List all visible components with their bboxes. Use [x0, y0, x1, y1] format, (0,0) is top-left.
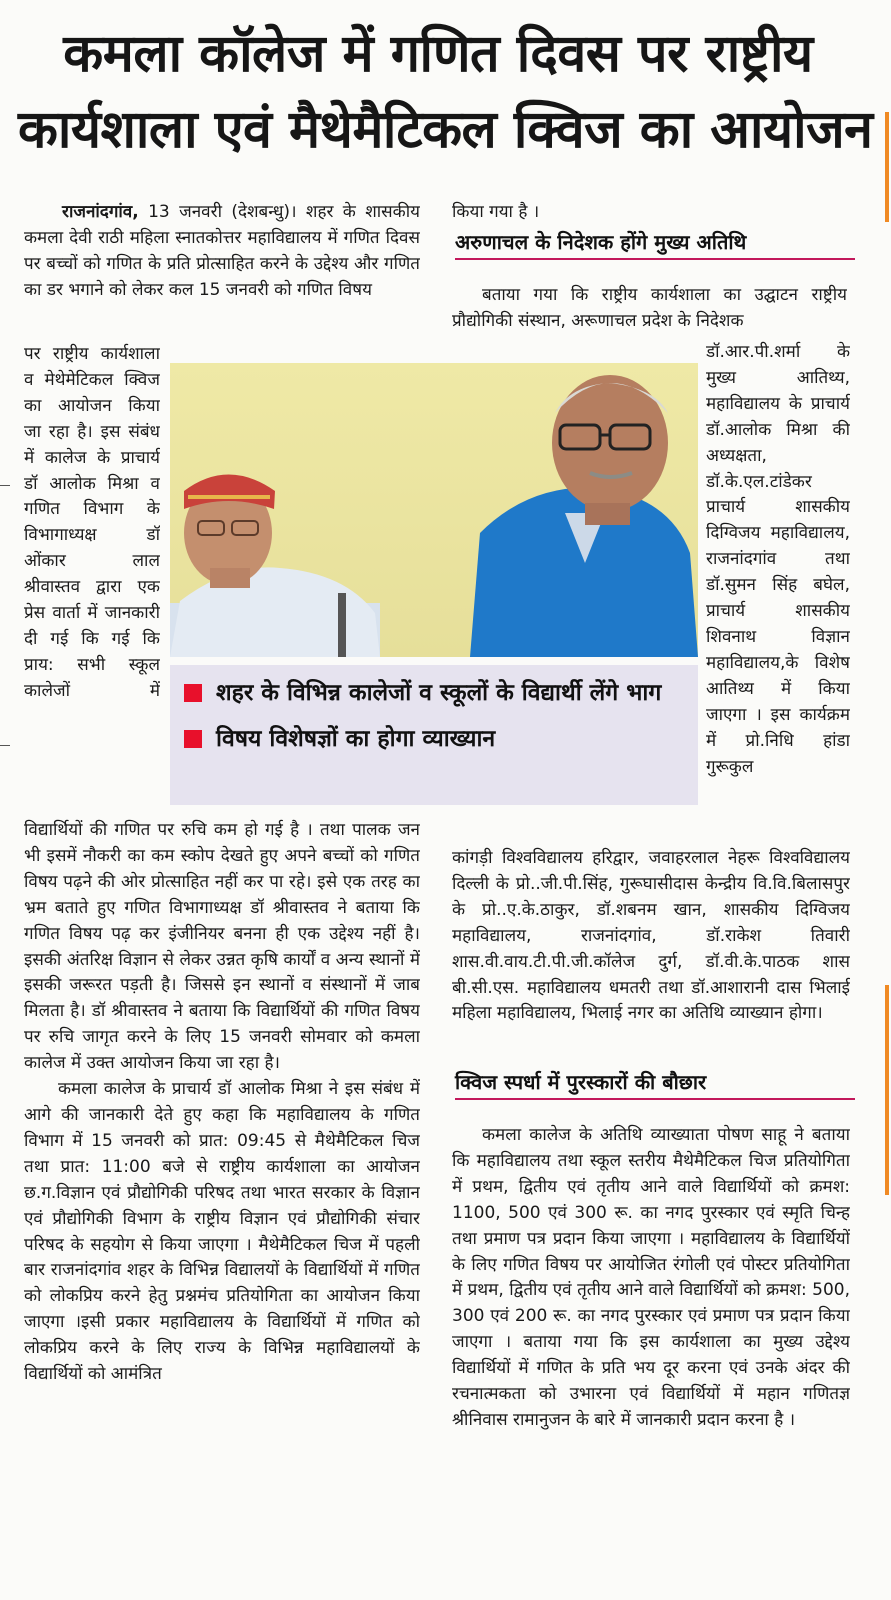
right-wide-paragraph	[452, 846, 850, 1066]
lead-paragraph	[24, 200, 420, 350]
left-narrow-column	[24, 342, 160, 820]
right-narrow-column	[706, 340, 850, 846]
headline-line-1: कमला कॉलेज में गणित दिवस पर राष्ट्रीय	[63, 24, 813, 84]
right-top-text: किया गया है ।	[452, 202, 540, 222]
right-intro	[452, 283, 847, 337]
edge-mark-bottom	[885, 985, 889, 1195]
bullet-square-icon	[184, 730, 202, 748]
callout-text-2: विषय विशेषज्ञों का होगा व्याख्यान	[216, 726, 496, 752]
right-intro-text: बताया गया कि राष्ट्रीय कार्यशाला का उद्घाटन राष्ट्रीय प्रौद्योगिकी संस्थान, अरूणाचल प्रदेश के निदेशक	[452, 285, 847, 331]
left-paragraph-1: विद्यार्थियों की गणित पर रुचि कम हो गई है । तथा पालक जन भी इसमें नौकरी का कम स्कोप देखते हुए अपने बच्चों को गणित विषय पढ़ने की ओर प्रोत्साहित नहीं कर पा रहे। इसे एक तरह का भ्रम बताते हुए गणित विभागाध्यक्ष डॉ श्रीवास्तव ने बताया कि गणित विषय पढ़ कर इंजीनियर बनना ही एक उद्देश्य नहीं है। इसकी अंतरिक्ष विज्ञान से लेकर उन्नत कृषि कार्यों व अन्य स्थानों में इसकी जरूरत पड़ती है। जिससे इन स्थानों व संस्थानों में जाब मिलता है। डॉ श्रीवास्तव ने बताया कि विद्यार्थियों की गणित विषय पर रुचि जागृत करने के लिए 15 जनवरी सोमवार को कमला कालेज में उक्त आयोजन किया जा रहा है।	[24, 820, 420, 1074]
left-narrow-text: पर राष्ट्रीय कार्यशाला व मेथेमेटिकल क्विज का आयोजन किया जा रहा है। इस संबंध में कालेज के प्राचार्य डॉ आलोक मिश्रा व गणित विभाग के विभागाध्यक्ष डॉ ओंकार लाल श्रीवास्तव द्वारा एक प्रेस वार्ता में जानकारी दी गई कि गई कि प्राय: सभी स्कूल कालेजों में	[24, 344, 160, 701]
bullet-square-icon	[184, 684, 202, 702]
right-body-2-text: कमला कालेज के अतिथि व्याख्याता पोषण साहू ने बताया कि महाविद्यालय तथा स्कूल स्तरीय मैथेमैटिकल चिज प्रतियोगिता में प्रथम, द्वितीय एवं तृतीय आने वाले विद्यार्थियों को क्रमश: 1100, 500 एवं 300 रू. का नगद पुरस्कार एवं स्मृति चिन्ह तथा प्रमाण पत्र प्रदान किया जाएगा । महाविद्यालय के विद्यार्थियों के लिए गणित विषय पर आयोजित रंगोली एवं पोस्टर प्रतियोगिता में प्रथम, द्वितीय एवं तृतीय आने वाले विद्यार्थियों को क्रमश: 500, 300 एवं 200 रू. का नगद पुरस्कार एवं प्रमाण पत्र प्रदान किया जाएगा । बताया गया कि इस कार्यशाला का मुख्य उद्देश्य विद्यार्थियों में गणित के प्रति भय दूर करना एवं उनके अंदर की रचनात्मकता को उभारना एवं विद्यार्थियों में महान गणितज्ञ श्रीनिवास रामानुजन के बारे में जानकारी प्रदान करना है ।	[452, 1125, 850, 1430]
headline-line-2: कार्यशाला एवं मैथेमैटिकल क्विज का आयोजन	[18, 100, 873, 160]
right-body-2	[452, 1123, 850, 1593]
subhead-chief-guest	[455, 228, 855, 260]
right-narrow-text: डॉ.आर.पी.शर्मा के मुख्य आतिथ्य, महाविद्यालय के प्राचार्य डॉ.आलोक मिश्रा की अध्यक्षता, डॉ.के.एल.टांडेकर प्राचार्य शासकीय दिग्विजय महाविद्यालय, राजनांदगांव तथा डॉ.सुमन सिंह बघेल, प्राचार्य शासकीय शिवनाथ विज्ञान महाविद्यालय,के विशेष आतिथ्य में किया जाएगा । इस कार्यक्रम में प्रो.निधि हांडा गुरूकुल	[706, 342, 850, 777]
news-photo	[170, 363, 698, 657]
dateline-text: 13 जनवरी (देशबन्धु)। शहर के शासकीय कमला देवी राठी महिला स्नातकोत्तर महाविद्यालय में गणित दिवस पर बच्चों को गणित के प्रति प्रोत्साहित करने के उद्देश्य और गणित का डर भगाने को लेकर कल 15 जनवरी को गणित विषय	[24, 202, 420, 300]
edge-mark-top	[885, 112, 889, 222]
margin-tick-2	[0, 745, 10, 746]
right-top-line	[452, 200, 852, 226]
callout-item-1	[184, 675, 684, 711]
callout-item-2	[184, 721, 684, 757]
callout-text-1: शहर के विभिन्न कालेजों व स्कूलों के विद्यार्थी लेंगे भाग	[216, 680, 662, 706]
headline	[18, 16, 873, 168]
margin-tick-1	[0, 485, 10, 486]
left-body	[24, 818, 420, 1593]
left-paragraph-2: कमला कालेज के प्राचार्य डॉ आलोक मिश्रा ने इस संबंध में आगे की जानकारी देते हुए कहा कि महाविद्यालय के गणित विभाग में 15 जनवरी को प्रात: 09:45 से मैथेमैटिकल चिज तथा प्रात: 11:00 बजे से राष्ट्रीय कार्यशाला का आयोजन छ.ग.विज्ञान एवं प्रौद्योगिकी परिषद तथा भारत सरकार के विज्ञान एवं प्रौद्योगिकी विभाग के राष्ट्रीय विज्ञान एवं प्रौद्योगिकी संचार परिषद के सहयोग से किया जाएगा । मैथेमैटिकल चिज में पहली बार राजनांदगांव शहर के विभिन्न विद्यालयों के विद्यार्थियों में गणित को लोकप्रिय करने हेतु प्रश्नमंच प्रतियोगिता का आयोजन किया जाएगा ।इसी प्रकार महाविद्यालय के विद्यार्थियों में गणित को लोकप्रिय करने के लिए राज्य के विभिन्न महाविद्यालयों के विद्यार्थियों को आमंत्रित	[24, 1079, 420, 1385]
subhead-chief-guest-text: अरुणाचल के निदेशक होंगे मुख्य अतिथि	[455, 230, 747, 254]
photo-illustration	[170, 363, 698, 657]
subhead-prizes	[455, 1068, 855, 1100]
right-wide-text: कांगड़ी विश्वविद्यालय हरिद्वार, जवाहरलाल नेहरू विश्वविद्यालय दिल्ली के प्रो..जी.पी.सिंह, गुरूघासीदास केन्द्रीय वि.वि.बिलासपुर के प्रो..ए.के.ठाकुर, डॉ.शबनम खान, शासकीय दिग्विजय महाविद्यालय, राजनांदगांव, डॉ.राकेश तिवारी शास.वी.वाय.टी.पी.जी.कॉलेज दुर्ग, डॉ.वी.के.पाठक शास बी.सी.एस. महाविद्यालय धमतरी तथा डॉ.आशारानी दास भिलाई महिला महाविद्यालय, भिलाई नगर का अतिथि व्याख्यान होगा।	[452, 848, 850, 1024]
subhead-prizes-text: क्विज स्पर्धा में पुरस्कारों की बौछार	[455, 1070, 707, 1094]
dateline-place: राजनांदगांव,	[62, 202, 139, 222]
callout-box	[170, 665, 698, 805]
